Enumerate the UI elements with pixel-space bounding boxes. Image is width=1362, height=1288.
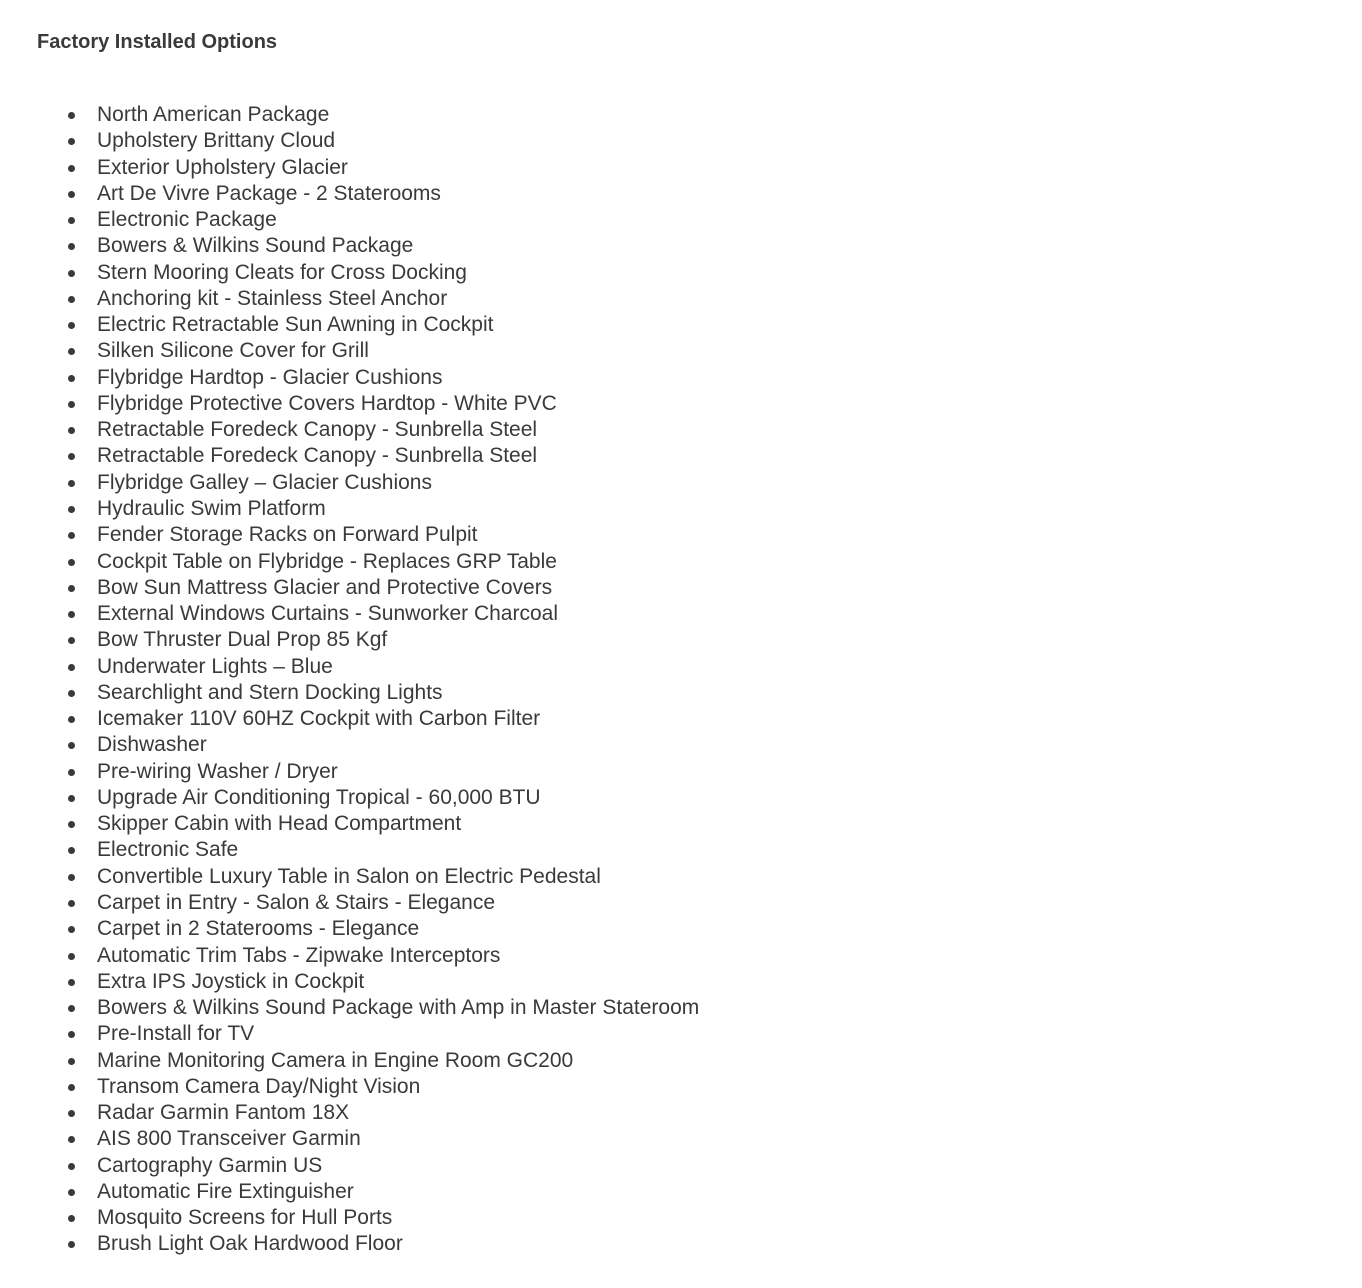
bullet-icon — [68, 532, 75, 539]
list-item — [97, 1179, 699, 1205]
bullet-icon — [68, 270, 75, 277]
bullet-icon — [68, 191, 75, 198]
list-item-label: AIS 800 Transceiver Garmin — [97, 1127, 361, 1151]
bullet-icon — [68, 1084, 75, 1091]
list-item — [97, 443, 699, 469]
bullet-icon — [68, 1215, 75, 1222]
bullet-icon — [68, 112, 75, 119]
list-item — [97, 864, 699, 890]
bullet-icon — [68, 506, 75, 513]
bullet-icon — [68, 979, 75, 986]
list-item — [97, 995, 699, 1021]
list-item-label: Bow Thruster Dual Prop 85 Kgf — [97, 628, 388, 652]
list-item — [97, 1100, 699, 1126]
list-item-label: North American Package — [97, 103, 330, 126]
bullet-icon — [68, 1189, 75, 1196]
list-item-label: Pre-Install for TV — [97, 1022, 255, 1046]
bullet-icon — [68, 138, 75, 145]
list-item-label: Underwater Lights – Blue — [97, 654, 333, 678]
bullet-icon — [68, 453, 75, 460]
bullet-icon — [68, 1058, 75, 1065]
bullet-icon — [68, 559, 75, 566]
list-item — [97, 785, 699, 811]
list-item-label: Radar Garmin Fantom 18X — [97, 1101, 350, 1125]
section-title: Factory Installed Options — [37, 31, 278, 53]
list-item-label: Upgrade Air Conditioning Tropical - 60,000 BTU — [97, 785, 541, 809]
list-item — [97, 286, 699, 312]
bullet-icon — [68, 742, 75, 749]
list-item — [97, 1205, 699, 1231]
list-item-label: Skipper Cabin with Head Compartment — [97, 812, 462, 836]
bullet-icon — [68, 1110, 75, 1117]
list-item-label: Cartography Garmin US — [97, 1153, 323, 1177]
list-item — [97, 470, 699, 496]
list-item-label: Fender Storage Racks on Forward Pulpit — [97, 523, 478, 547]
list-item-label: Transom Camera Day/Night Vision — [97, 1074, 421, 1098]
bullet-icon — [68, 1241, 75, 1248]
list-item-label: Silken Silicone Cover for Grill — [97, 339, 369, 363]
bullet-icon — [68, 401, 75, 408]
bullet-icon — [68, 847, 75, 854]
list-item — [97, 706, 699, 732]
list-item — [97, 155, 699, 181]
bullet-icon — [68, 585, 75, 592]
list-item — [97, 916, 699, 942]
list-item — [97, 732, 699, 758]
bullet-icon — [68, 637, 75, 644]
list-item-label: Hydraulic Swim Platform — [97, 496, 326, 520]
list-item — [97, 391, 699, 417]
bullet-icon — [68, 690, 75, 697]
list-item-label: Automatic Fire Extinguisher — [97, 1179, 354, 1203]
list-item-label: Bowers & Wilkins Sound Package — [97, 234, 414, 258]
list-item-label: Marine Monitoring Camera in Engine Room GC200 — [97, 1048, 574, 1072]
list-item — [97, 312, 699, 338]
list-item-label: Anchoring kit - Stainless Steel Anchor — [97, 286, 448, 310]
bullet-icon — [68, 243, 75, 250]
list-item — [97, 680, 699, 706]
bullet-icon — [68, 1136, 75, 1143]
list-item — [97, 1153, 699, 1179]
list-item-label: Art De Vivre Package - 2 Staterooms — [97, 181, 441, 205]
list-item — [97, 207, 699, 233]
list-item — [97, 601, 699, 627]
bullet-icon — [68, 795, 75, 802]
bullet-icon — [68, 900, 75, 907]
bullet-icon — [68, 664, 75, 671]
list-item-label: Cockpit Table on Flybridge - Replaces GRP Table — [97, 549, 557, 573]
list-item — [97, 654, 699, 680]
list-item-label: Exterior Upholstery Glacier — [97, 155, 348, 179]
list-item-label: Icemaker 110V 60HZ Cockpit with Carbon Filter — [97, 707, 541, 731]
bullet-icon — [68, 322, 75, 329]
list-item-label: Dishwasher — [97, 733, 207, 757]
list-item — [97, 575, 699, 601]
bullet-icon — [68, 926, 75, 933]
list-item — [97, 1048, 699, 1074]
list-item — [97, 417, 699, 443]
bullet-icon — [68, 296, 75, 303]
list-item — [97, 102, 699, 128]
list-item — [97, 365, 699, 391]
list-item-label: Retractable Foredeck Canopy - Sunbrella Steel — [97, 418, 538, 442]
list-item-label: Flybridge Galley – Glacier Cushions — [97, 470, 432, 494]
list-item-label: Extra IPS Joystick in Cockpit — [97, 969, 365, 993]
options-list — [97, 102, 699, 1258]
bullet-icon — [68, 769, 75, 776]
list-item — [97, 1021, 699, 1047]
list-item — [97, 811, 699, 837]
list-item-label: Bow Sun Mattress Glacier and Protective Covers — [97, 575, 553, 599]
list-item — [97, 1231, 699, 1257]
list-item — [97, 549, 699, 575]
bullet-icon — [68, 611, 75, 618]
bullet-icon — [68, 480, 75, 487]
list-item — [97, 969, 699, 995]
bullet-icon — [68, 1163, 75, 1170]
list-item-label: Carpet in 2 Staterooms - Elegance — [97, 917, 420, 941]
list-item-label: Convertible Luxury Table in Salon on Electric Pedestal — [97, 864, 601, 888]
list-item-label: Electronic Safe — [97, 838, 239, 862]
list-item — [97, 128, 699, 154]
list-item — [97, 759, 699, 785]
list-item-label: Retractable Foredeck Canopy - Sunbrella Steel — [97, 444, 538, 468]
list-item — [97, 837, 699, 863]
list-item-label: Carpet in Entry - Salon & Stairs - Elegance — [97, 890, 496, 914]
list-item — [97, 181, 699, 207]
list-item — [97, 1074, 699, 1100]
list-item-label: Upholstery Brittany Cloud — [97, 129, 336, 153]
list-item-label: Electronic Package — [97, 208, 277, 232]
bullet-icon — [68, 1005, 75, 1012]
list-item-label: Flybridge Protective Covers Hardtop - White PVC — [97, 391, 557, 415]
list-item-label: Bowers & Wilkins Sound Package with Amp in Master Stateroom — [97, 996, 700, 1020]
bullet-icon — [68, 217, 75, 224]
list-item-label: External Windows Curtains - Sunworker Charcoal — [97, 602, 559, 626]
bullet-icon — [68, 716, 75, 723]
list-item — [97, 522, 699, 548]
list-item — [97, 627, 699, 653]
bullet-icon — [68, 874, 75, 881]
list-item-label: Brush Light Oak Hardwood Floor — [97, 1232, 403, 1256]
list-item-label: Pre-wiring Washer / Dryer — [97, 759, 338, 783]
list-item — [97, 338, 699, 364]
list-item-label: Electric Retractable Sun Awning in Cockpit — [97, 313, 494, 337]
bullet-icon — [68, 427, 75, 434]
bullet-icon — [68, 1031, 75, 1038]
bullet-icon — [68, 821, 75, 828]
list-item — [97, 943, 699, 969]
bullet-icon — [68, 165, 75, 172]
list-item-label: Automatic Trim Tabs - Zipwake Interceptors — [97, 943, 501, 967]
list-item-label: Flybridge Hardtop - Glacier Cushions — [97, 365, 443, 389]
list-item-label: Mosquito Screens for Hull Ports — [97, 1206, 393, 1230]
list-item — [97, 1126, 699, 1152]
list-item — [97, 890, 699, 916]
list-item — [97, 496, 699, 522]
list-item-label: Stern Mooring Cleats for Cross Docking — [97, 260, 467, 284]
list-item — [97, 233, 699, 259]
bullet-icon — [68, 348, 75, 355]
bullet-icon — [68, 953, 75, 960]
list-item-label: Searchlight and Stern Docking Lights — [97, 680, 443, 704]
bullet-icon — [68, 375, 75, 382]
list-item — [97, 260, 699, 286]
